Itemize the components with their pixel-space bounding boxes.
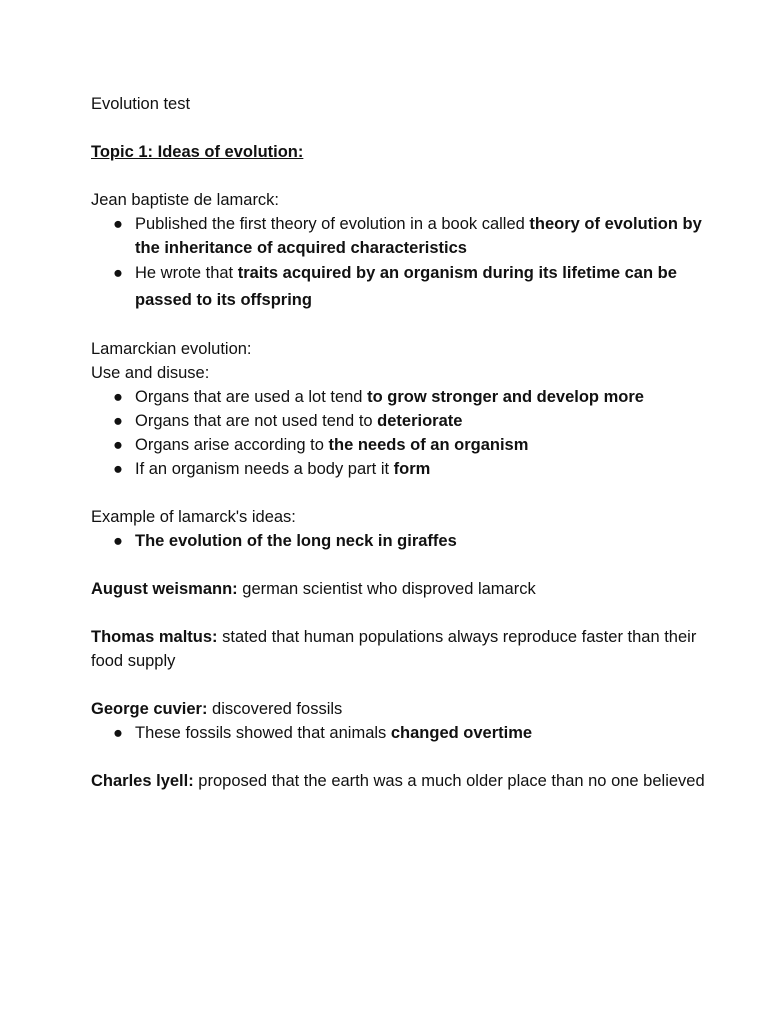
spacer	[91, 164, 728, 188]
list-item	[91, 212, 728, 260]
bullet-icon: ●	[113, 412, 123, 430]
bullet-bold-text: deteriorate	[377, 412, 463, 430]
bullet-icon: ●	[113, 532, 123, 550]
list-item	[91, 529, 728, 553]
bullet-bold-text: changed overtime	[390, 724, 533, 742]
spacer	[91, 601, 728, 625]
bullet-bold-text: form	[393, 460, 431, 478]
scientist-description: discovered fossils	[207, 700, 343, 718]
bullet-bold-text: theory of evolution by the inheritance of acquired characteristics	[135, 215, 702, 257]
lyell-paragraph	[91, 769, 728, 793]
bullet-bold-text: traits acquired by an organism during its lifetime can be passed to its offspring	[135, 264, 677, 309]
bullet-bold-text: the needs of an organism	[328, 436, 529, 454]
bullet-icon: ●	[113, 724, 123, 742]
scientist-name: George cuvier:	[91, 700, 208, 718]
document-title: Evolution test	[91, 95, 191, 113]
scientist-description: stated that human populations always reproduce faster than their food supply	[91, 628, 697, 670]
topic-heading: Topic 1: Ideas of evolution:	[91, 143, 304, 161]
bullet-icon: ●	[113, 436, 123, 454]
lamarck-bullet-list	[91, 212, 728, 313]
example-bullet-list	[91, 529, 728, 553]
cuvier-bullet-list	[91, 721, 728, 745]
bullet-text: Organs that are not used tend to	[135, 412, 378, 430]
bullet-bold-text: to grow stronger and develop more	[367, 388, 644, 406]
bullet-icon: ●	[113, 460, 123, 478]
list-item	[91, 260, 728, 313]
cuvier-paragraph	[91, 697, 728, 721]
bullet-text: These fossils showed that animals	[135, 724, 391, 742]
list-item	[91, 721, 728, 745]
scientist-description: german scientist who disproved lamarck	[237, 580, 536, 598]
maltus-paragraph	[91, 625, 728, 673]
spacer	[91, 313, 728, 337]
spacer	[91, 745, 728, 769]
bullet-icon: ●	[113, 388, 123, 406]
use-disuse-subheading: Use and disuse:	[91, 364, 210, 382]
spacer	[91, 553, 728, 577]
list-item	[91, 433, 728, 457]
scientist-description: proposed that the earth was a much older place than no one believed	[193, 772, 705, 790]
spacer	[91, 481, 728, 505]
bullet-icon: ●	[113, 215, 123, 233]
list-item	[91, 409, 728, 433]
list-item	[91, 385, 728, 409]
bullet-text: If an organism needs a body part it	[135, 460, 394, 478]
bullet-icon: ●	[113, 264, 123, 282]
bullet-text: He wrote that	[135, 264, 238, 282]
bullet-text: Organs arise according to	[135, 436, 329, 454]
bullet-text: Published the first theory of evolution in a book called	[135, 215, 530, 233]
scientist-name: August weismann:	[91, 580, 238, 598]
spacer	[91, 116, 728, 140]
scientist-name: Charles lyell:	[91, 772, 194, 790]
weismann-paragraph	[91, 577, 728, 601]
bullet-text: Organs that are used a lot tend	[135, 388, 368, 406]
lamarck-heading: Jean baptiste de lamarck:	[91, 191, 280, 209]
lamarckian-heading: Lamarckian evolution:	[91, 340, 252, 358]
list-item	[91, 457, 728, 481]
bullet-bold-text: The evolution of the long neck in giraffes	[135, 532, 457, 550]
example-heading: Example of lamarck's ideas:	[91, 508, 296, 526]
spacer	[91, 673, 728, 697]
lamarckian-bullet-list	[91, 385, 728, 481]
scientist-name: Thomas maltus:	[91, 628, 218, 646]
